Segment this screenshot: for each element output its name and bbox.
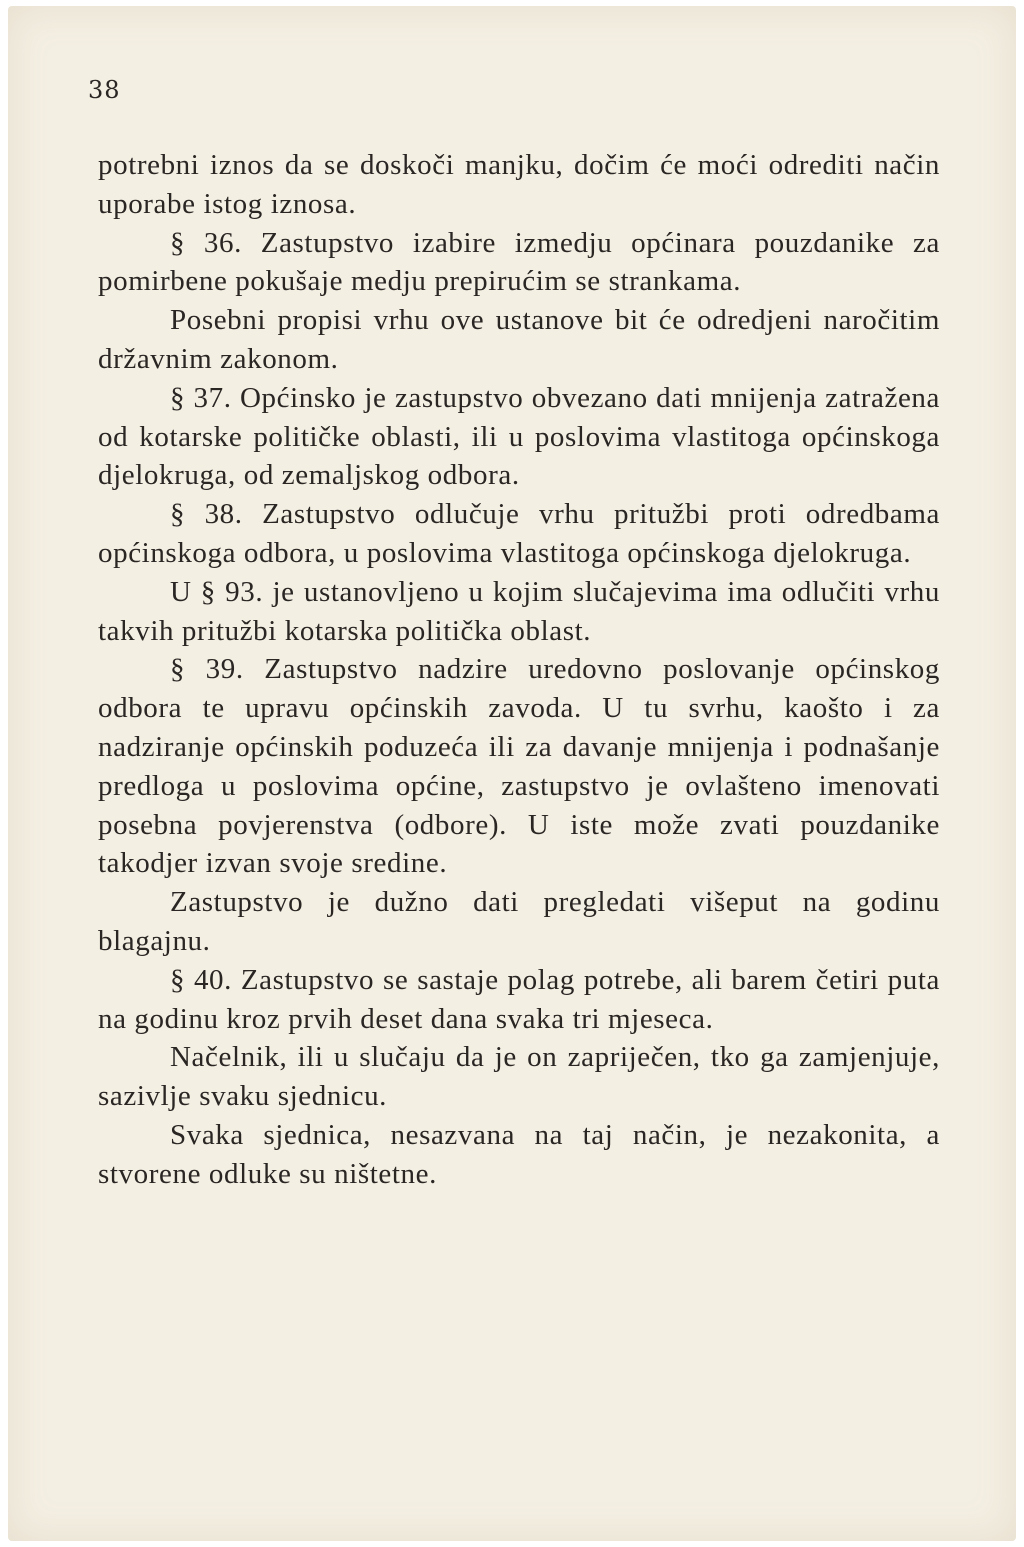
paragraph: Posebni propisi vrhu ove ustanove bit će odredjeni naročitim državnim zakonom. [98,304,940,375]
paragraph: Svaka sjednica, nesazvana na taj način, je nezakonita, a stvorene odluke su ništetne. [98,1118,940,1190]
page-number: 38 [88,76,121,104]
paragraph: § 38. Zastupstvo odlučuje vrhu pritužbi proti odredbama općinskoga odbora, u poslovima vlastitoga općinskoga djelokruga. [98,498,940,569]
body-text [98,146,940,1194]
paragraph: Zastupstvo je dužno dati pregledati višeput na godinu blagajnu. [98,886,940,957]
paragraph: potrebni iznos da se doskoči manjku, dočim će moći odrediti način uporabe istog iznosa. [98,149,940,220]
paragraph: § 40. Zastupstvo se sastaje polag potrebe, ali barem četiri puta na godinu kroz prvih deset dana svaka tri mjeseca. [98,963,940,1035]
paragraph: § 39. Zastupstvo nadzire uredovno poslovanje općinskog odbora te upravu općinskih zavoda. U tu svrhu, kaošto i za nadziranje općinskih poduzeća ili za davanje mnijenja i podnašanje predloga u poslovima općine, zastupstvo je ovlašteno imenovati posebna povjerenstva (odbore). U iste može zvati pouzdanike takodjer izvan svoje sredine. [98,653,940,880]
paragraph: § 36. Zastupstvo izabire izmedju općinara pouzdanike za pomirbene pokušaje medju prepirućim se strankama. [98,226,940,298]
paragraph: Načelnik, ili u slučaju da je on zapriječen, tko ga zamjenjuje, sazivlje svaku sjednicu. [98,1041,940,1113]
book-page [8,6,1016,1541]
paragraph: § 37. Općinsko je zastupstvo obvezano dati mnijenja zatražena od kotarske političke oblasti, ili u poslovima vlastitoga općinskoga djelokruga, od zemaljskog odbora. [98,381,940,492]
paragraph: U § 93. je ustanovljeno u kojim slučajevima ima odlučiti vrhu takvih pritužbi kotarska politička oblast. [98,575,940,647]
